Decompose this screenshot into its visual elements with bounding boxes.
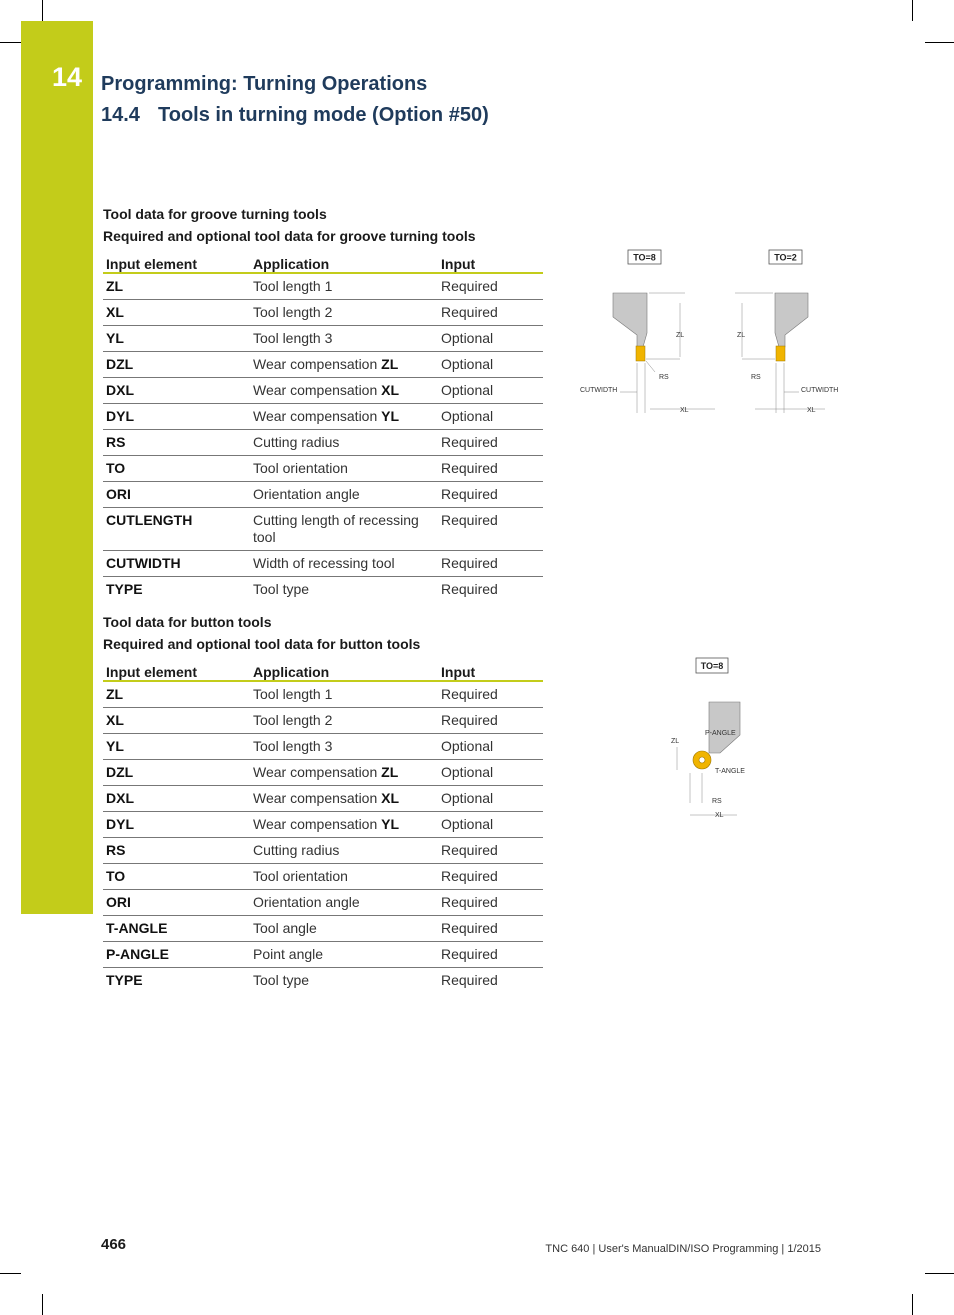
table-row [103, 681, 543, 708]
application-text: Wear compensation [253, 382, 382, 398]
cell-application [250, 968, 438, 994]
section-number: 14.4 [101, 104, 140, 126]
application-parameter: ZL [381, 356, 399, 372]
cell-input: Required [438, 430, 543, 456]
cell-input: Required [438, 864, 543, 890]
cell-input: Optional [438, 786, 543, 812]
cell-application [250, 456, 438, 482]
crop-mark [42, 1294, 43, 1315]
cell-input: Optional [438, 734, 543, 760]
label-cutwidth: CUTWIDTH [801, 387, 839, 394]
table-row [103, 456, 543, 482]
label-cutwidth: CUTWIDTH [580, 387, 618, 394]
cell-input: Required [438, 708, 543, 734]
application-text: Cutting length of recessing tool [253, 512, 419, 545]
cell-input: Optional [438, 404, 543, 430]
cell-input: Optional [438, 326, 543, 352]
table-row [103, 404, 543, 430]
table-row [103, 430, 543, 456]
groove-table-caption: Required and optional tool data for groove turning tools [103, 228, 476, 244]
table-row [103, 273, 543, 300]
cell-input-element: DYL [103, 404, 250, 430]
cell-input-element: DXL [103, 378, 250, 404]
label-zl: ZL [671, 738, 680, 745]
cell-application [250, 326, 438, 352]
col-header-application: Application [250, 248, 438, 273]
application-parameter: YL [381, 816, 400, 832]
cell-input-element: CUTLENGTH [103, 508, 250, 551]
cell-application [250, 864, 438, 890]
application-text: Orientation angle [253, 894, 360, 910]
cell-input: Required [438, 300, 543, 326]
col-header-application: Application [250, 656, 438, 681]
crop-mark [912, 0, 913, 21]
cell-application [250, 508, 438, 551]
tag-button: TO=8 [700, 661, 724, 671]
cell-application [250, 890, 438, 916]
groove-tool-figure [575, 245, 850, 420]
button-tool-table [103, 656, 543, 993]
table-row [103, 916, 543, 942]
col-header-input: Input [438, 248, 543, 273]
cell-input-element: ORI [103, 482, 250, 508]
cell-input: Required [438, 942, 543, 968]
cell-application [250, 273, 438, 300]
cell-input-element: ZL [103, 681, 250, 708]
crop-mark [42, 0, 43, 21]
cell-input: Required [438, 551, 543, 577]
button-heading: Tool data for button tools [103, 614, 272, 630]
application-parameter: XL [381, 790, 400, 806]
table-row [103, 326, 543, 352]
cell-input-element: TO [103, 456, 250, 482]
button-tool-figure [665, 655, 765, 825]
cell-input: Required [438, 456, 543, 482]
cell-input-element: TYPE [106, 581, 143, 597]
application-text: Wear compensation [253, 764, 382, 780]
cell-input-element: ZL [103, 273, 250, 300]
cell-input: Optional [438, 812, 543, 838]
table-row [103, 352, 543, 378]
cell-input: Required [438, 681, 543, 708]
cell-input: Required [441, 581, 498, 597]
cell-application [250, 430, 438, 456]
cell-application [250, 577, 438, 603]
label-rs: RS [712, 798, 722, 805]
page-number: 466 [101, 1236, 127, 1253]
chapter-number: 14 [52, 62, 83, 92]
cell-input-element: TYPE [106, 972, 143, 988]
table-row [103, 734, 543, 760]
groove-heading: Tool data for groove turning tools [103, 206, 327, 222]
application-text: Tool length 2 [253, 712, 333, 728]
cell-application [250, 786, 438, 812]
cell-input-element: ORI [103, 890, 250, 916]
application-text: Tool orientation [253, 460, 348, 476]
table-row [103, 812, 543, 838]
application-parameter: YL [381, 408, 400, 424]
cell-input-element: RS [103, 430, 250, 456]
application-text: Width of recessing tool [253, 555, 395, 571]
cell-input-element: TO [103, 864, 250, 890]
insert-hole [699, 757, 705, 763]
section-title-text: Tools in turning mode (Option #50) [158, 104, 489, 126]
cell-input: Required [438, 482, 543, 508]
application-text: Tool length 1 [253, 278, 333, 294]
table-row [103, 786, 543, 812]
application-text: Cutting radius [253, 434, 340, 450]
col-header-input-element: Input element [103, 248, 250, 273]
cell-input-element: DYL [103, 812, 250, 838]
cell-application [250, 942, 438, 968]
crop-mark [0, 1273, 21, 1274]
application-text: Wear compensation [253, 790, 382, 806]
tool-shank [709, 702, 740, 753]
label-xl: XL [680, 407, 689, 414]
table-row [103, 508, 543, 551]
table-row [103, 482, 543, 508]
application-text: Wear compensation [253, 816, 382, 832]
application-text: Tool length 2 [253, 304, 333, 320]
tool-shank [775, 293, 808, 347]
label-zl: ZL [676, 332, 685, 339]
table-row [103, 760, 543, 786]
crop-mark [925, 42, 954, 43]
cell-application [250, 404, 438, 430]
application-text: Tool angle [253, 920, 317, 936]
label-t-angle: T-ANGLE [715, 768, 745, 775]
label-xl: XL [715, 812, 724, 819]
label-p-angle: P-ANGLE [705, 730, 736, 737]
col-header-input-element: Input element [103, 656, 250, 681]
tool-shank [613, 293, 647, 347]
cell-input: Required [438, 508, 543, 551]
table-row [103, 838, 543, 864]
cell-application [250, 760, 438, 786]
table-row [103, 942, 543, 968]
cell-input-element: DZL [103, 352, 250, 378]
section-title [101, 104, 489, 127]
cell-application [250, 838, 438, 864]
cell-application [250, 300, 438, 326]
cell-application [250, 916, 438, 942]
table-row [103, 708, 543, 734]
tag-right: TO=2 [774, 252, 797, 263]
cell-input-element: YL [103, 326, 250, 352]
cell-input-element: DZL [103, 760, 250, 786]
table-row [103, 577, 543, 603]
application-text: Tool type [253, 581, 310, 597]
cell-input-element: CUTWIDTH [103, 551, 250, 577]
cell-input: Required [438, 890, 543, 916]
table-row [103, 968, 543, 994]
application-text: Tool length 3 [253, 738, 333, 754]
cell-application [250, 734, 438, 760]
application-text: Tool orientation [253, 868, 348, 884]
cell-application [250, 482, 438, 508]
cell-input-element: XL [103, 300, 250, 326]
cell-input-element: YL [103, 734, 250, 760]
application-text: Wear compensation [253, 408, 382, 424]
cell-input: Required [438, 273, 543, 300]
cell-application [250, 378, 438, 404]
insert-shape [776, 346, 785, 361]
cell-input: Required [441, 972, 498, 988]
cell-input-element: DXL [103, 786, 250, 812]
label-rs: RS [751, 374, 761, 381]
cell-input-element: XL [103, 708, 250, 734]
groove-tool-table [103, 248, 543, 602]
cell-input: Required [438, 916, 543, 942]
table-row [103, 864, 543, 890]
cell-input: Optional [438, 378, 543, 404]
cell-application [250, 681, 438, 708]
cell-input: Required [438, 838, 543, 864]
cell-application [250, 812, 438, 838]
table-row [103, 890, 543, 916]
label-xl: XL [807, 407, 816, 414]
label-zl: ZL [737, 332, 746, 339]
application-text: Cutting radius [253, 842, 340, 858]
application-text: Orientation angle [253, 486, 360, 502]
button-table-caption: Required and optional tool data for button tools [103, 636, 421, 652]
chapter-sidebar [21, 21, 93, 914]
label-rs: RS [659, 374, 669, 381]
cell-input-element: T-ANGLE [103, 916, 250, 942]
table-row [103, 551, 543, 577]
crop-mark [912, 1294, 913, 1315]
cell-application [250, 352, 438, 378]
tag-left: TO=8 [633, 252, 656, 263]
col-header-input: Input [438, 656, 543, 681]
chapter-title: Programming: Turning Operations [101, 73, 428, 95]
footer-text: TNC 640 | User's ManualDIN/ISO Programming | 1/2015 [545, 1243, 821, 1255]
crop-mark [925, 1273, 954, 1274]
cell-input: Optional [438, 760, 543, 786]
application-parameter: ZL [381, 764, 399, 780]
insert-shape [636, 346, 645, 361]
cell-application [250, 708, 438, 734]
application-text: Wear compensation [253, 356, 382, 372]
cell-input-element: P-ANGLE [103, 942, 250, 968]
table-row [103, 378, 543, 404]
cell-input-element: RS [103, 838, 250, 864]
application-text: Tool type [253, 972, 310, 988]
crop-mark [0, 42, 21, 43]
application-text: Tool length 3 [253, 330, 333, 346]
cell-input: Optional [438, 352, 543, 378]
application-parameter: XL [381, 382, 400, 398]
application-text: Point angle [253, 946, 324, 962]
cell-application [250, 551, 438, 577]
table-row [103, 300, 543, 326]
application-text: Tool length 1 [253, 686, 333, 702]
